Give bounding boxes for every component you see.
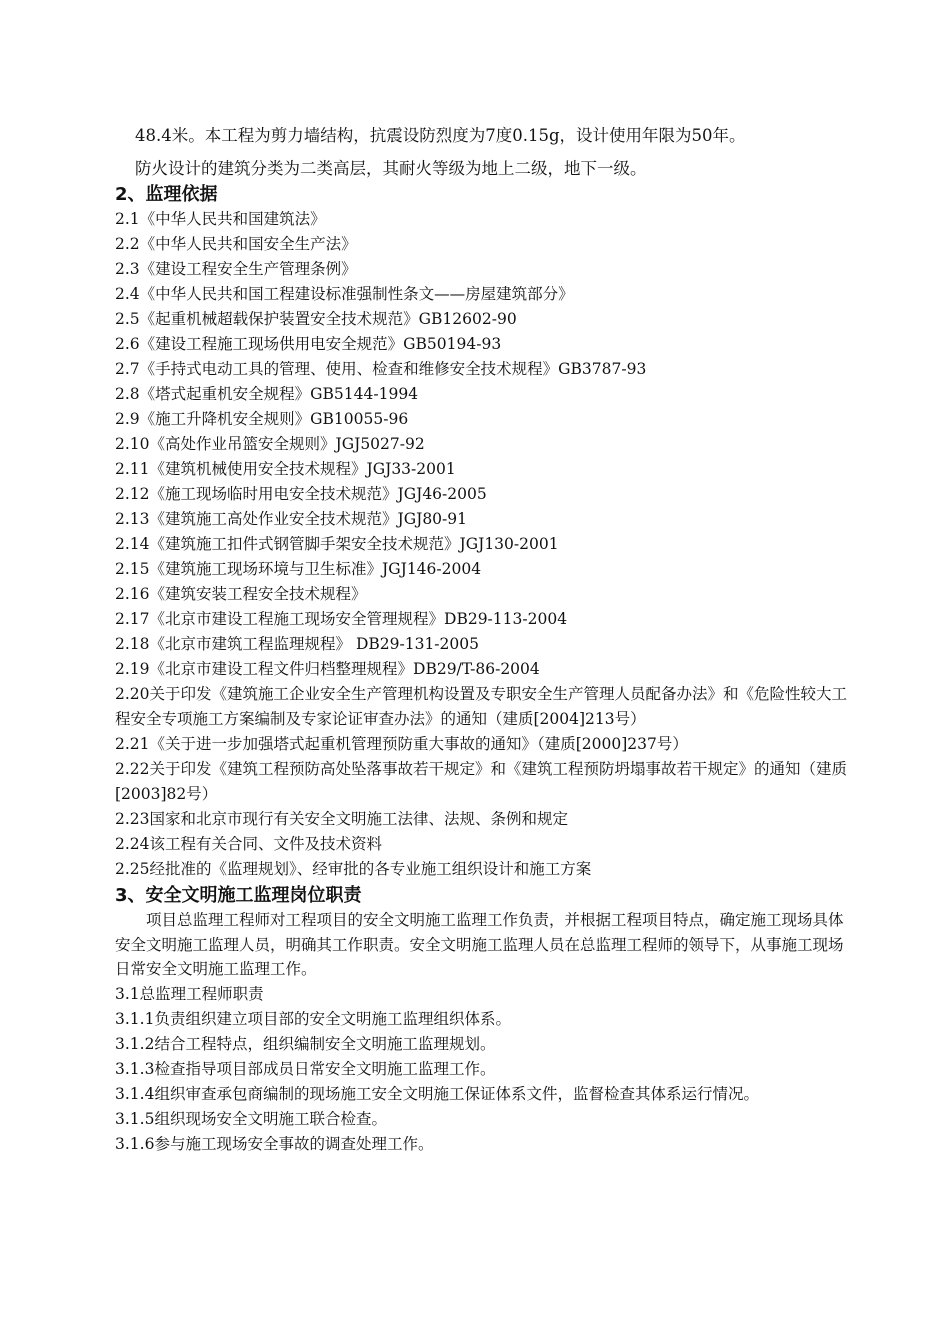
basis-item: 2.17《北京市建设工程施工现场安全管理规程》DB29-113-2004: [115, 610, 568, 628]
basis-item: 2.19《北京市建设工程文件归档整理规程》DB29/T-86-2004: [115, 660, 540, 678]
basis-item: 2.25经批准的《监理规划》、经审批的各专业施工组织设计和施工方案: [115, 860, 592, 878]
basis-item: 2.14《建筑施工扣件式钢管脚手架安全技术规范》JGJ130-2001: [115, 535, 559, 553]
duty-item: 3.1.6参与施工现场安全事故的调查处理工作。: [115, 1134, 434, 1153]
section-2-heading: 2、监理依据: [115, 184, 218, 205]
basis-item: 2.22关于印发《建筑工程预防高处坠落事故若干规定》和《建筑工程预防坍塌事故若干规定》的通知（建质[2003]82号）: [115, 760, 848, 803]
duty-item: 3.1.3检查指导项目部成员日常安全文明施工监理工作。: [115, 1059, 496, 1078]
section-3-intro: 项目总监理工程师对工程项目的安全文明施工监理工作负责，并根据工程项目特点，确定施工现场具体安全文明施工监理人员，明确其工作职责。安全文明施工监理人员在总监理工程师的领导下，从事施工现场日常安全文明施工监理工作。: [115, 911, 844, 978]
basis-item: 2.20关于印发《建筑施工企业安全生产管理机构设置及专职安全生产管理人员配备办法》和《危险性较大工程安全专项施工方案编制及专家论证审查办法》的通知（建质[2004]213号）: [115, 685, 848, 728]
basis-item: 2.3《建设工程安全生产管理条例》: [115, 260, 357, 278]
basis-item: 2.10《高处作业吊篮安全规则》JGJ5027-92: [115, 435, 425, 453]
section-2-list: [115, 207, 850, 882]
duty-item: 3.1.4组织审查承包商编制的现场施工安全文明施工保证体系文件，监督检查其体系运行情况。: [115, 1084, 759, 1103]
basis-item: 2.24该工程有关合同、文件及技术资料: [115, 835, 383, 853]
basis-item: 2.6《建设工程施工现场供用电安全规范》GB50194-93: [115, 335, 502, 353]
intro-line-1: 48.4米。本工程为剪力墙结构，抗震设防烈度为7度0.15g，设计使用年限为50年。: [135, 126, 746, 145]
basis-item: 2.8《塔式起重机安全规程》GB5144-1994: [115, 385, 419, 403]
duty-item: 3.1总监理工程师职责: [115, 984, 264, 1003]
duty-item: 3.1.2结合工程特点，组织编制安全文明施工监理规划。: [115, 1034, 496, 1053]
basis-item: 2.23国家和北京市现行有关安全文明施工法律、法规、条例和规定: [115, 810, 569, 828]
basis-item: 2.12《施工现场临时用电安全技术规范》JGJ46-2005: [115, 485, 487, 503]
basis-item: 2.21《关于进一步加强塔式起重机管理预防重大事故的通知》（建质[2000]237号）: [115, 735, 688, 753]
basis-item: 2.18《北京市建筑工程监理规程》 DB29-131-2005: [115, 635, 479, 653]
document-body: [115, 124, 850, 1157]
basis-item: 2.13《建筑施工高处作业安全技术规范》JGJ80-91: [115, 510, 468, 528]
basis-item: 2.9《施工升降机安全规则》GB10055-96: [115, 410, 409, 428]
duty-item: 3.1.5组织现场安全文明施工联合检查。: [115, 1109, 387, 1128]
basis-item: 2.2《中华人民共和国安全生产法》: [115, 235, 357, 253]
section-3-list: [115, 982, 850, 1157]
basis-item: 2.11《建筑机械使用安全技术规程》JGJ33-2001: [115, 460, 456, 478]
intro-line-2: 防火设计的建筑分类为二类高层，其耐火等级为地上二级，地下一级。: [135, 159, 647, 178]
duty-item: 3.1.1负责组织建立项目部的安全文明施工监理组织体系。: [115, 1009, 511, 1028]
basis-item: 2.7《手持式电动工具的管理、使用、检查和维修安全技术规程》GB3787-93: [115, 360, 647, 378]
basis-item: 2.4《中华人民共和国工程建设标准强制性条文——房屋建筑部分》: [115, 285, 574, 303]
basis-item: 2.16《建筑安装工程安全技术规程》: [115, 585, 367, 603]
basis-item: 2.1《中华人民共和国建筑法》: [115, 210, 326, 228]
basis-item: 2.15《建筑施工现场环境与卫生标准》JGJ146-2004: [115, 560, 482, 578]
section-3-heading: 3、安全文明施工监理岗位职责: [115, 885, 362, 906]
basis-item: 2.5《起重机械超载保护装置安全技术规范》GB12602-90: [115, 310, 517, 328]
